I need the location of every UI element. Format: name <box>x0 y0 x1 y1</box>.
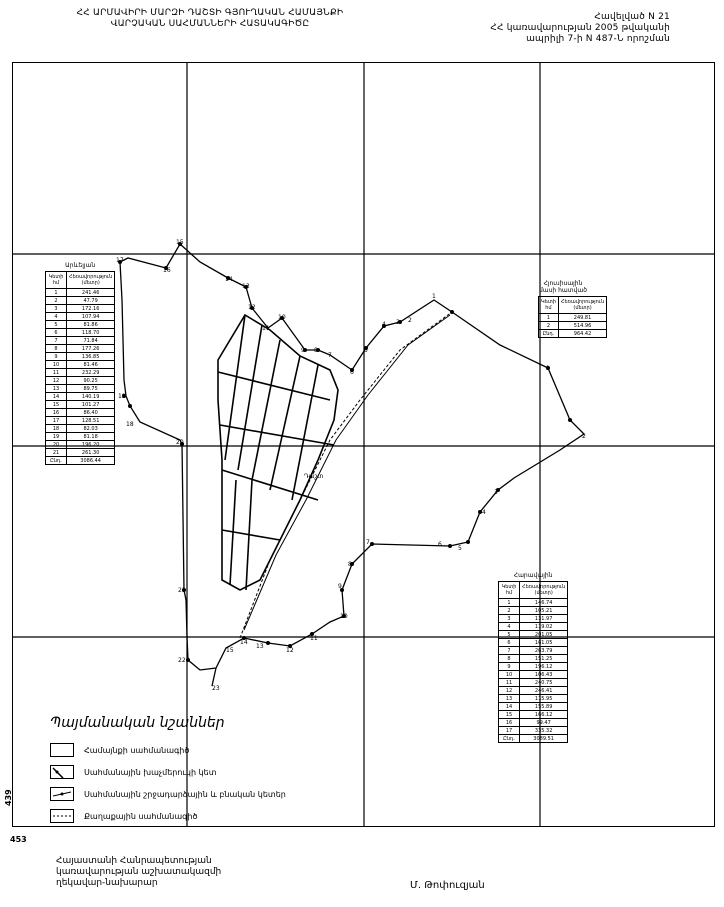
distance-cell: 99.47 <box>520 719 568 727</box>
pt-e-label-10: 10 <box>340 613 348 620</box>
point-number-cell: 1 <box>539 314 559 322</box>
table-left <box>45 262 115 465</box>
pt-e-label-4: 4 <box>482 509 486 516</box>
legend-symbol-dashed <box>50 809 74 823</box>
distance-cell: 107.94 <box>67 313 115 321</box>
table-row <box>46 321 115 329</box>
distance-cell: 241.46 <box>67 289 115 297</box>
settlement-blocks <box>218 315 338 590</box>
table-row <box>46 345 115 353</box>
point-number-cell: 17 <box>499 727 520 735</box>
table-row <box>499 623 568 631</box>
table-row <box>499 703 568 711</box>
distance-cell: 90.25 <box>67 377 115 385</box>
pt-e-label-3: 3 <box>494 489 498 496</box>
table-row <box>499 599 568 607</box>
table-row <box>499 639 568 647</box>
point-number-cell: 12 <box>46 377 67 385</box>
pt-e-label-8: 8 <box>348 561 352 568</box>
total-value-cell: 3086.44 <box>67 457 115 465</box>
table-row <box>499 711 568 719</box>
point-number-cell: 7 <box>46 337 67 345</box>
table-row <box>46 337 115 345</box>
table-south-title: Հարավային <box>513 572 553 579</box>
annex-government: ՀՀ կառավարության 2005 թվականի <box>490 23 670 33</box>
table-row <box>499 671 568 679</box>
table-row <box>499 727 568 735</box>
point-number-cell: 15 <box>46 401 67 409</box>
city-boundary <box>240 312 452 638</box>
distance-cell: 240.75 <box>520 679 568 687</box>
point-number-cell: 5 <box>499 631 520 639</box>
annex-decision: ապրիլի 7-ի N 487-Ն որոշման <box>526 34 670 44</box>
table-south-col1: Կետի հմ <box>499 582 520 599</box>
pt-e-label-9: 9 <box>338 583 342 590</box>
pt-e-label-2: 2 <box>582 433 586 440</box>
table-row <box>46 425 115 433</box>
distance-cell: 101.27 <box>67 401 115 409</box>
point-number-cell: 16 <box>499 719 520 727</box>
distance-cell: 246.41 <box>520 687 568 695</box>
distance-cell: 81.86 <box>67 321 115 329</box>
table-left-col2: Հեռավորություն (մետր) <box>67 272 115 289</box>
pt-label-12: 12 <box>248 304 256 311</box>
table-row <box>46 305 115 313</box>
pt-label-5: 5 <box>364 347 368 354</box>
table-row <box>499 655 568 663</box>
distance-cell: 115.95 <box>520 695 568 703</box>
distance-cell: 136.85 <box>67 353 115 361</box>
pt-e-label-6: 6 <box>438 541 442 548</box>
legend-label-4: Քաղաքային սահմանագիծ <box>84 811 198 821</box>
distance-cell: 232.29 <box>67 369 115 377</box>
pt-label-11: 11 <box>262 325 270 332</box>
pt-label-22: 22 <box>178 657 186 664</box>
point-number-cell: 17 <box>46 417 67 425</box>
distance-cell: 177.26 <box>67 345 115 353</box>
pt-label-6: 6 <box>350 369 354 376</box>
pt-label-3: 3 <box>396 319 400 326</box>
point-number-cell: 11 <box>499 679 520 687</box>
table-row <box>46 449 115 457</box>
distance-cell: 118.70 <box>67 329 115 337</box>
pt-label-21: 21 <box>178 587 186 594</box>
point-number-cell: 2 <box>499 607 520 615</box>
table-left-col1: Կետի հմ <box>46 272 67 289</box>
pt-label-4: 4 <box>382 321 386 328</box>
pt-e-label-11: 11 <box>310 635 318 642</box>
table-south <box>498 572 568 743</box>
distance-cell: 140.19 <box>67 393 115 401</box>
table-row <box>499 615 568 623</box>
pt-e-label-15: 15 <box>226 647 234 654</box>
table-row <box>46 377 115 385</box>
pt-e-label-5: 5 <box>458 545 462 552</box>
distance-cell: 196.12 <box>520 663 568 671</box>
point-number-cell: 9 <box>46 353 67 361</box>
pt-e-label-14: 14 <box>240 639 248 646</box>
settlement-label: Դաշտ <box>304 473 324 480</box>
table-row <box>46 369 115 377</box>
pt-label-13: 13 <box>242 283 250 290</box>
distance-cell: 146.74 <box>520 599 568 607</box>
point-number-cell: 3 <box>46 305 67 313</box>
grid-lines <box>12 62 715 827</box>
pt-label-10: 10 <box>278 314 286 321</box>
table-north <box>538 280 607 338</box>
pt-label-2: 2 <box>408 317 412 324</box>
table-total-row <box>539 330 607 338</box>
table-row <box>499 607 568 615</box>
point-number-cell: 13 <box>46 385 67 393</box>
table-row <box>46 441 115 449</box>
point-number-cell: 8 <box>499 655 520 663</box>
distance-cell: 161.05 <box>520 639 568 647</box>
point-number-cell: 18 <box>46 425 67 433</box>
distance-cell: 119.02 <box>520 623 568 631</box>
boundary-stub <box>212 668 216 686</box>
point-number-cell: 12 <box>499 687 520 695</box>
pt-label-14: 14 <box>225 276 233 283</box>
pt-label-19: 19 <box>118 393 126 400</box>
table-total-row <box>46 457 115 465</box>
pt-label-16: 16 <box>163 267 171 274</box>
coord-bottom: 453 <box>10 835 27 844</box>
point-number-cell: 11 <box>46 369 67 377</box>
table-row <box>499 631 568 639</box>
table-left-grid <box>45 271 115 465</box>
table-row <box>46 409 115 417</box>
distance-cell: 86.40 <box>67 409 115 417</box>
point-number-cell: 16 <box>46 409 67 417</box>
table-row <box>46 353 115 361</box>
distance-cell: 514.96 <box>558 322 606 330</box>
pt-label-15: 15 <box>176 239 184 246</box>
pt-e-label-13: 13 <box>256 643 264 650</box>
distance-cell: 151.25 <box>520 655 568 663</box>
table-row <box>499 663 568 671</box>
distance-cell: 155.89 <box>520 703 568 711</box>
distance-cell: 82.03 <box>67 425 115 433</box>
pt-e-label-12: 12 <box>286 647 294 654</box>
legend-symbol-crossing <box>50 765 74 779</box>
table-row <box>46 361 115 369</box>
legend-item-turning-point <box>50 783 286 805</box>
point-number-cell: 4 <box>499 623 520 631</box>
table-row <box>46 393 115 401</box>
table-total-row <box>499 735 568 743</box>
legend <box>50 715 286 827</box>
point-number-cell: 19 <box>46 433 67 441</box>
point-number-cell: 21 <box>46 449 67 457</box>
legend-label-2: Սահմանային խաչմերուկի կետ <box>84 767 217 777</box>
point-number-cell: 1 <box>499 599 520 607</box>
pt-label-8: 8 <box>314 347 318 354</box>
distance-cell: 105.21 <box>520 607 568 615</box>
point-number-cell: 6 <box>499 639 520 647</box>
point-number-cell: 10 <box>499 671 520 679</box>
pt-label-17: 17 <box>116 257 124 264</box>
legend-item-crossing-point <box>50 761 286 783</box>
pt-e-label-1: 1 <box>546 365 550 372</box>
table-row <box>499 687 568 695</box>
table-row <box>46 289 115 297</box>
table-row <box>499 679 568 687</box>
distance-cell: 89.75 <box>67 385 115 393</box>
distance-cell: 131.97 <box>520 615 568 623</box>
table-row <box>46 417 115 425</box>
distance-cell: 335.32 <box>520 727 568 735</box>
footer-line2: կառավարության աշխատակազմի <box>56 867 222 877</box>
table-row <box>499 695 568 703</box>
distance-cell: 128.51 <box>67 417 115 425</box>
distance-cell: 81.46 <box>67 361 115 369</box>
table-row <box>539 314 607 322</box>
legend-label-3: Սահմանային շրջադարձային և բնական կետեր <box>84 789 286 799</box>
table-north-grid <box>538 296 607 338</box>
legend-symbol-turning <box>50 787 74 801</box>
point-number-cell: 8 <box>46 345 67 353</box>
total-value-cell: 964.42 <box>558 330 606 338</box>
point-number-cell: 20 <box>46 441 67 449</box>
footer-title <box>56 856 221 889</box>
table-south-col2: Հեռավորություն (մետր) <box>520 582 568 599</box>
point-number-cell: 10 <box>46 361 67 369</box>
table-row <box>46 297 115 305</box>
distance-cell: 106.43 <box>520 671 568 679</box>
header-title-line1: ՀՀ ԱՐՄԱՎԻՐԻ ՄԱՐԶԻ ԴԱՇՏԻ ԳՅՈՒՂԱԿԱՆ ՀԱՄԱՅՆՔԻ <box>76 8 344 18</box>
table-row <box>539 322 607 330</box>
table-north-title: Հյուսիսային մասի հատված <box>538 280 588 294</box>
table-row <box>46 401 115 409</box>
point-number-cell: 7 <box>499 647 520 655</box>
distance-cell: 263.79 <box>520 647 568 655</box>
footer-line3: ղեկավար-նախարար <box>56 878 158 888</box>
point-number-cell: 1 <box>46 289 67 297</box>
point-number-cell: 9 <box>499 663 520 671</box>
legend-item-community-boundary <box>50 739 286 761</box>
pt-label-18: 18 <box>126 421 134 428</box>
point-number-cell: 3 <box>499 615 520 623</box>
point-number-cell: 2 <box>539 322 559 330</box>
legend-label-1: Համայնքի սահմանագիծ <box>84 745 190 755</box>
table-row <box>499 719 568 727</box>
table-row <box>46 313 115 321</box>
pt-label-23: 23 <box>212 685 220 692</box>
point-number-cell: 13 <box>499 695 520 703</box>
distance-cell: 249.81 <box>558 314 606 322</box>
point-number-cell: 14 <box>499 703 520 711</box>
distance-cell: 261.30 <box>67 449 115 457</box>
table-row <box>46 385 115 393</box>
point-number-cell: 5 <box>46 321 67 329</box>
legend-title: Պայմանական նշաններ <box>50 715 225 731</box>
legend-symbol-box <box>50 743 74 757</box>
table-row <box>499 647 568 655</box>
pt-label-1: 1 <box>432 293 436 300</box>
header-title-line2: ՎԱՐՉԱԿԱՆ ՍԱՀՄԱՆՆԵՐԻ ՀԱՏԱԿԱԳԻԾԸ <box>110 19 310 29</box>
pt-e-label-7: 7 <box>366 539 370 546</box>
point-number-cell: 6 <box>46 329 67 337</box>
distance-cell: 71.84 <box>67 337 115 345</box>
distance-cell: 166.12 <box>520 711 568 719</box>
table-north-col2: Հեռավորություն (մետր) <box>558 297 606 314</box>
total-label-cell: Ընդ. <box>499 735 520 743</box>
distance-cell: 172.16 <box>67 305 115 313</box>
annex-number: Հավելված N 21 <box>594 12 670 22</box>
signature: Մ. Թոփուզյան <box>410 880 485 891</box>
distance-cell: 81.18 <box>67 433 115 441</box>
pt-label-7: 7 <box>328 352 332 359</box>
total-label-cell: Ընդ. <box>539 330 559 338</box>
pt-label-9: 9 <box>301 347 305 354</box>
footer-line1: Հայաստանի Հանրապետության <box>56 856 212 866</box>
table-left-title: Արևելյան <box>65 262 96 269</box>
total-label-cell: Ընդ. <box>46 457 67 465</box>
point-number-cell: 2 <box>46 297 67 305</box>
distance-cell: 201.05 <box>520 631 568 639</box>
table-south-grid <box>498 581 568 743</box>
pt-label-20: 20 <box>176 439 184 446</box>
legend-item-city-boundary <box>50 805 286 827</box>
table-north-col1: Կետի հմ <box>539 297 559 314</box>
distance-cell: 196.20 <box>67 441 115 449</box>
table-row <box>46 433 115 441</box>
table-row <box>46 329 115 337</box>
point-number-cell: 15 <box>499 711 520 719</box>
point-number-cell: 4 <box>46 313 67 321</box>
point-number-cell: 14 <box>46 393 67 401</box>
distance-cell: 47.79 <box>67 297 115 305</box>
coord-left: 439 <box>4 789 13 806</box>
total-value-cell: 3089.51 <box>520 735 568 743</box>
